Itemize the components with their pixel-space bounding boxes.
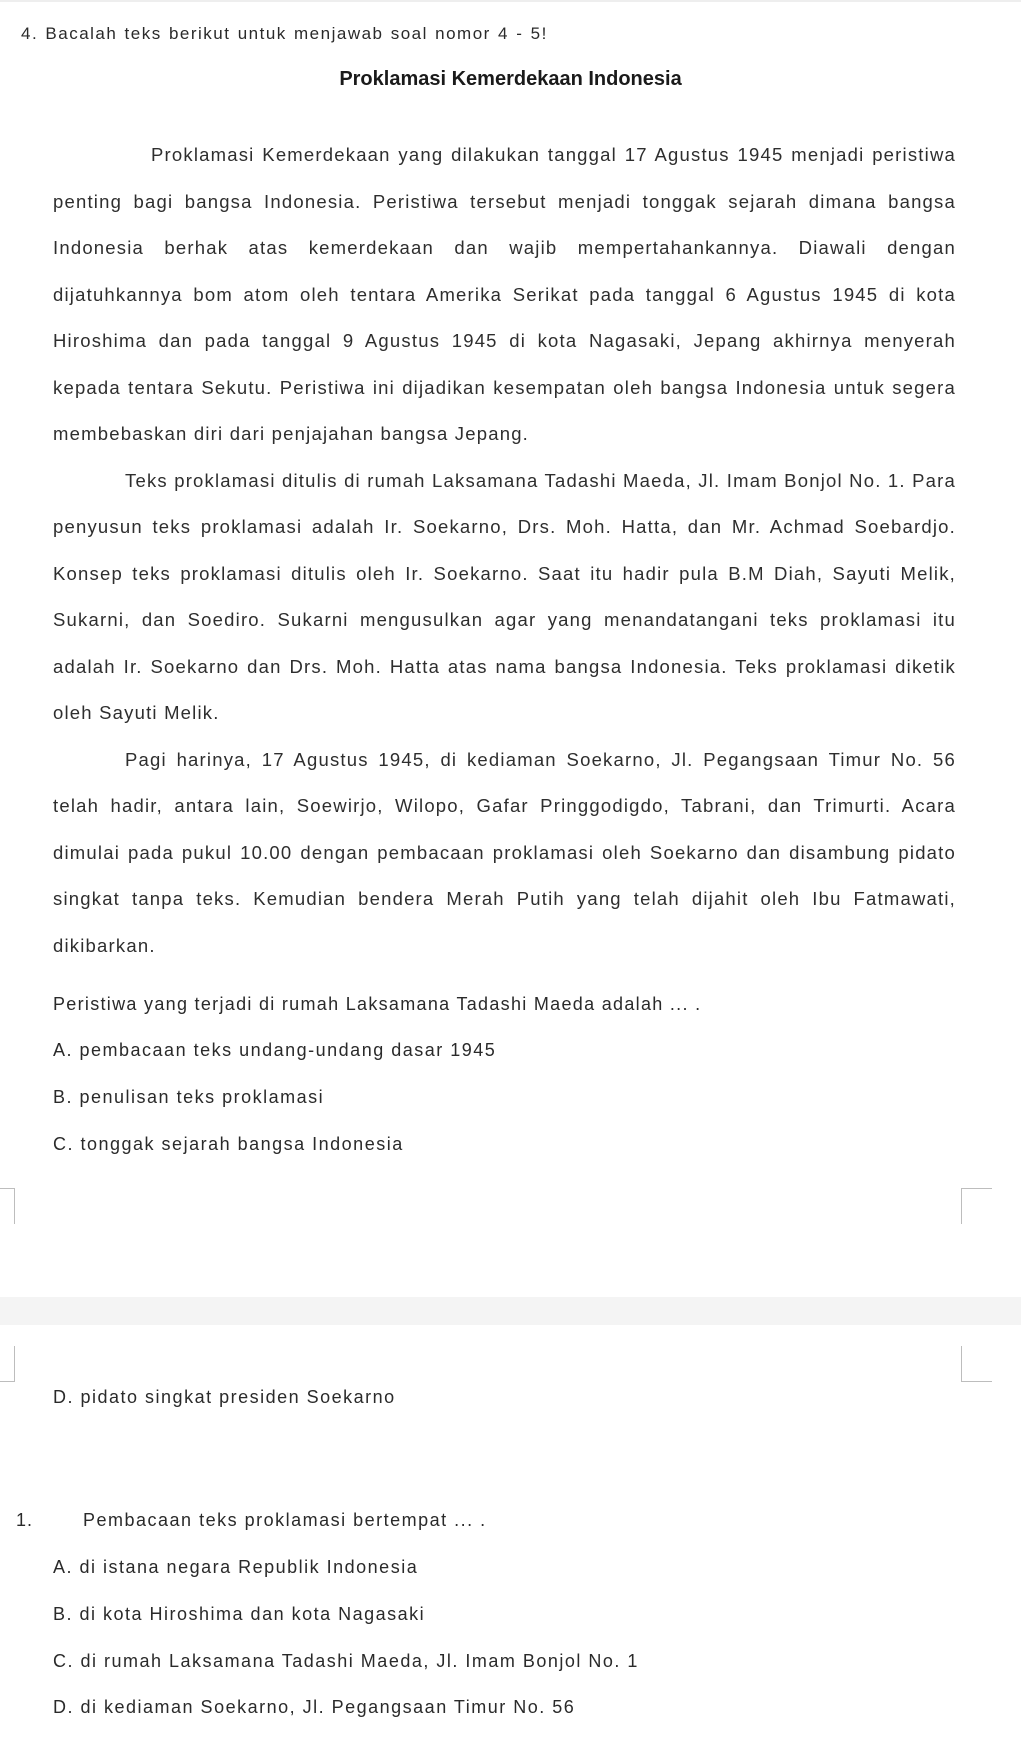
question-1-text: Pembacaan teks proklamasi bertempat ... . bbox=[83, 1510, 487, 1530]
page-break-band bbox=[0, 1297, 1021, 1325]
reading-passage bbox=[53, 132, 956, 969]
question-1-option-d: D. di kediaman Soekarno, Jl. Pegangsaan Timur No. 56 bbox=[53, 1697, 576, 1717]
reading-instruction: 4. Bacalah teks berikut untuk menjawab soal nomor 4 - 5! bbox=[21, 24, 548, 43]
question-1-number: 1. bbox=[16, 1510, 34, 1530]
page-corner-mark-bottom-right bbox=[961, 1346, 992, 1382]
question-1-option-a: A. di istana negara Republik Indonesia bbox=[53, 1557, 419, 1577]
page-corner-mark-bottom-left bbox=[0, 1346, 15, 1382]
page-corner-mark-top-right bbox=[961, 1188, 992, 1224]
question-4-option-c: C. tonggak sejarah bangsa Indonesia bbox=[53, 1134, 404, 1154]
passage-title: Proklamasi Kemerdekaan Indonesia bbox=[339, 68, 682, 90]
top-divider bbox=[0, 0, 1021, 2]
passage-paragraph-1: Proklamasi Kemerdekaan yang dilakukan tanggal 17 Agustus 1945 menjadi peristiwa penting bagi bangsa Indonesia. Peristiwa tersebut menjadi tonggak sejarah dimana bangsa Indonesia berhak atas kemerdekaan dan wajib mempertahankannya. Diawali dengan dijatuhkannya bom atom oleh tentara Amerika Serikat pada tanggal 6 Agustus 1945 di kota Hiroshima dan pada tanggal 9 Agustus 1945 di kota Nagasaki, Jepang akhirnya menyerah kepada tentara Sekutu. Peristiwa ini dijadikan kesempatan oleh bangsa Indonesia untuk segera membebaskan diri dari penjajahan bangsa Jepang. bbox=[53, 144, 956, 444]
question-1-option-c: C. di rumah Laksamana Tadashi Maeda, Jl. Imam Bonjol No. 1 bbox=[53, 1651, 639, 1671]
question-4-option-b: B. penulisan teks proklamasi bbox=[53, 1087, 325, 1107]
question-1-option-b: B. di kota Hiroshima dan kota Nagasaki bbox=[53, 1604, 426, 1624]
question-4-text: Peristiwa yang terjadi di rumah Laksamana Tadashi Maeda adalah ... . bbox=[53, 994, 702, 1014]
passage-paragraph-3: Pagi harinya, 17 Agustus 1945, di kediaman Soekarno, Jl. Pegangsaan Timur No. 56 telah hadir, antara lain, Soewirjo, Wilopo, Gafar Pringgodigdo, Tabrani, dan Trimurti. Acara dimulai pada pukul 10.00 dengan pembacaan proklamasi oleh Soekarno dan disambung pidato singkat tanpa teks. Kemudian bendera Merah Putih yang telah dijahit oleh Ibu Fatmawati, dikibarkan. bbox=[53, 748, 956, 956]
question-4-option-a: A. pembacaan teks undang-undang dasar 1945 bbox=[53, 1040, 497, 1060]
page-corner-mark-top-left bbox=[0, 1188, 15, 1224]
question-4-option-d: D. pidato singkat presiden Soekarno bbox=[53, 1387, 396, 1407]
passage-paragraph-2: Teks proklamasi ditulis di rumah Laksamana Tadashi Maeda, Jl. Imam Bonjol No. 1. Para penyusun teks proklamasi adalah Ir. Soekarno, Drs. Moh. Hatta, dan Mr. Achmad Soebardjo. Konsep teks proklamasi ditulis oleh Ir. Soekarno. Saat itu hadir pula B.M Diah, Sayuti Melik, Sukarni, dan Soediro. Sukarni mengusulkan agar yang menandatangani teks proklamasi itu adalah Ir. Soekarno dan Drs. Moh. Hatta atas nama bangsa Indonesia. Teks proklamasi diketik oleh Sayuti Melik. bbox=[53, 469, 956, 723]
